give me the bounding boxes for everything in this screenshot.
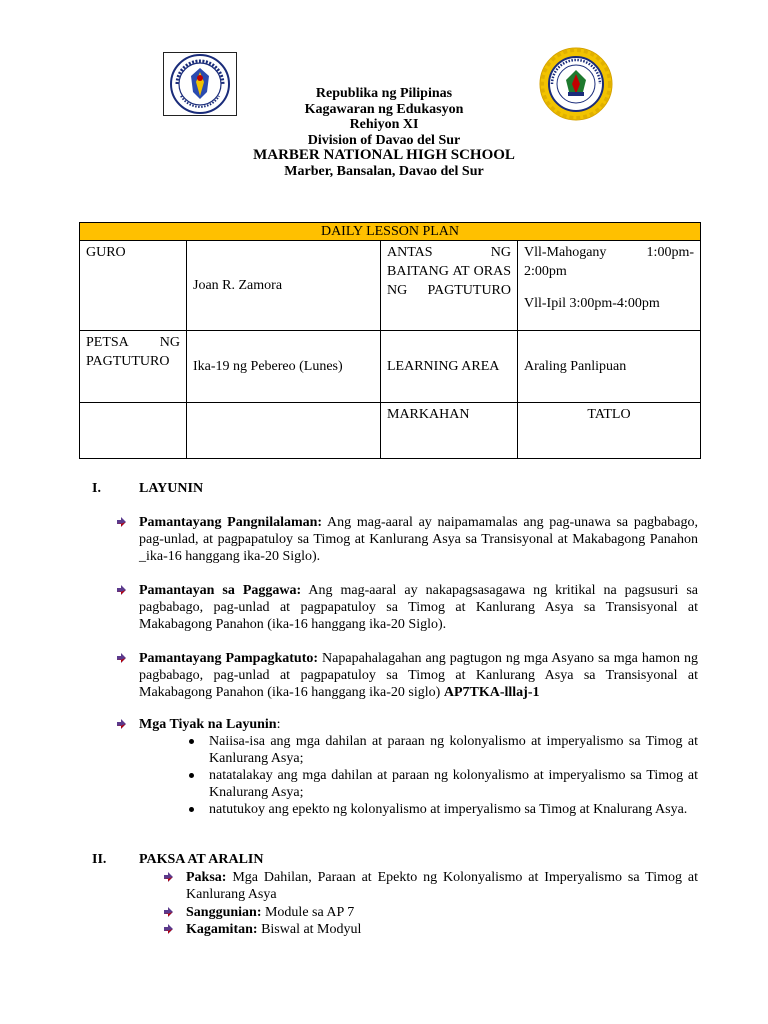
paksa-label: Paksa:: [186, 870, 227, 885]
markahan-label: MARKAHAN: [381, 403, 518, 459]
arrow-bullet-icon: [116, 585, 126, 595]
petsa-label: PETSA NG PAGTUTURO: [80, 331, 187, 403]
header-rehiyon: Rehiyon XI: [349, 117, 419, 133]
pampagkatuto-code: AP7TKA-lllaj-1: [443, 685, 540, 700]
empty-cell: [187, 403, 381, 459]
sanggunian-text: Module sa AP 7: [261, 905, 355, 920]
header-kagawaran: Kagawaran ng Edukasyon: [304, 101, 464, 117]
header-republika: Republika ng Pilipinas: [315, 86, 453, 101]
antas-label: ANTAS NG BAITANG AT ORAS NG PAGTUTURO: [381, 241, 518, 331]
petsa-value: Ika-19 ng Pebereo (Lunes): [187, 331, 381, 403]
arrow-bullet-icon: [116, 517, 126, 527]
header-school-name: MARBER NATIONAL HIGH SCHOOL: [253, 147, 515, 164]
pampagkatuto-label: Pamantayang Pampagkatuto:: [139, 651, 319, 666]
dot-bullet-icon: [189, 739, 194, 744]
kagamitan-label: Kagamitan:: [186, 922, 258, 937]
section-2-numeral: II.: [92, 852, 107, 867]
objective-item: Naiisa-isa ang mga dahilan at paraan ng kolonyalismo at imperyalismo sa Timog at Kanlurang Asya;: [209, 734, 698, 766]
header-address: Marber, Bansalan, Davao del Sur: [284, 163, 484, 179]
kagamitan-item: [186, 921, 698, 938]
sanggunian-item: [186, 904, 698, 921]
dot-bullet-icon: [189, 807, 194, 812]
arrow-bullet-icon: [163, 872, 173, 882]
kagamitan-text: Biswal at Modyul: [257, 922, 362, 937]
tiyak-label: Mga Tiyak na Layunin: [139, 717, 277, 732]
arrow-bullet-icon: [116, 719, 126, 729]
mga-tiyak-na-layunin: [139, 716, 698, 733]
arrow-bullet-icon: [163, 924, 173, 934]
paksa-text: Mga Dahilan, Paraan at Epekto ng Kolonyalismo at Imperyalismo sa Timog at Kanlurang Asya: [186, 870, 698, 902]
arrow-bullet-icon: [116, 653, 126, 663]
arrow-bullet-icon: [163, 907, 173, 917]
pangnilalaman-label: Pamantayang Pangnilalaman:: [139, 515, 323, 530]
pamantayan-sa-paggawa: [139, 582, 698, 633]
markahan-value: TATLO: [518, 403, 701, 459]
lesson-plan-table: [79, 222, 701, 459]
antas-value-mahogany: Vll-Mahogany 1:00pm-2:00pm: [524, 245, 694, 279]
pangnilalaman-text: Ang mag-aaral ay naipamamalas ang pag-unawa sa pagbabago, pag-unlad, at pagpapatuloy sa Timog at Kanlurang Asya sa Transisyonal at Makabagong Panahon _ika-16 hanggang ika-20 Siglo).: [139, 515, 698, 564]
antas-value: [518, 241, 701, 331]
pamantayang-pampagkatuto: [139, 650, 698, 701]
tiyak-colon: :: [276, 717, 281, 732]
dot-bullet-icon: [189, 773, 194, 778]
paggawa-text: Ang mag-aaral ay nakapagsasagawa ng kritikal na pagsusuri sa pagbabago, pag-unlad at pagpapatuloy sa Timog at Kanlurang Asya sa Transisyonal at Makabagong Panahon (ika-16 hanggang ika-20 Siglo).: [139, 583, 698, 632]
antas-value-ipil: Vll-Ipil 3:00pm-4:00pm: [524, 296, 660, 311]
table-title: DAILY LESSON PLAN: [80, 223, 701, 241]
learning-area-label: LEARNING AREA: [381, 331, 518, 403]
section-1-numeral: I.: [92, 481, 101, 496]
section-2-title: PAKSA AT ARALIN: [139, 852, 264, 867]
pamantayang-pangnilalaman: [139, 514, 698, 565]
objective-item: natatalakay ang mga dahilan at paraan ng kolonyalismo at imperyalismo sa Timog at Knalurang Asya;: [209, 768, 698, 800]
sanggunian-label: Sanggunian:: [186, 905, 262, 920]
empty-cell: [80, 403, 187, 459]
guro-value: Joan R. Zamora: [187, 241, 381, 331]
learning-area-value: Araling Panlipuan: [518, 331, 701, 403]
guro-label: GURO: [80, 241, 187, 331]
header-division: Division of Davao del Sur: [307, 132, 461, 148]
pampagkatuto-text: Napapahalagahan ang pagtugon ng mga Asyano sa mga hamon ng pagbabago, pag-unlad at pagpapatuloy sa Timog at Kanlurang Asya sa Transisyonal at Makabagong Panahon (ika-16 hanggang ika-20 siglo): [139, 651, 698, 700]
document-header: [0, 86, 768, 180]
objective-item: natutukoy ang epekto ng kolonyalismo at imperyalismo sa Timog at Knalurang Asya.: [209, 802, 688, 817]
paggawa-label: Pamantayan sa Paggawa:: [139, 583, 302, 598]
section-1-title: LAYUNIN: [139, 481, 204, 496]
paksa-item: [186, 869, 698, 903]
